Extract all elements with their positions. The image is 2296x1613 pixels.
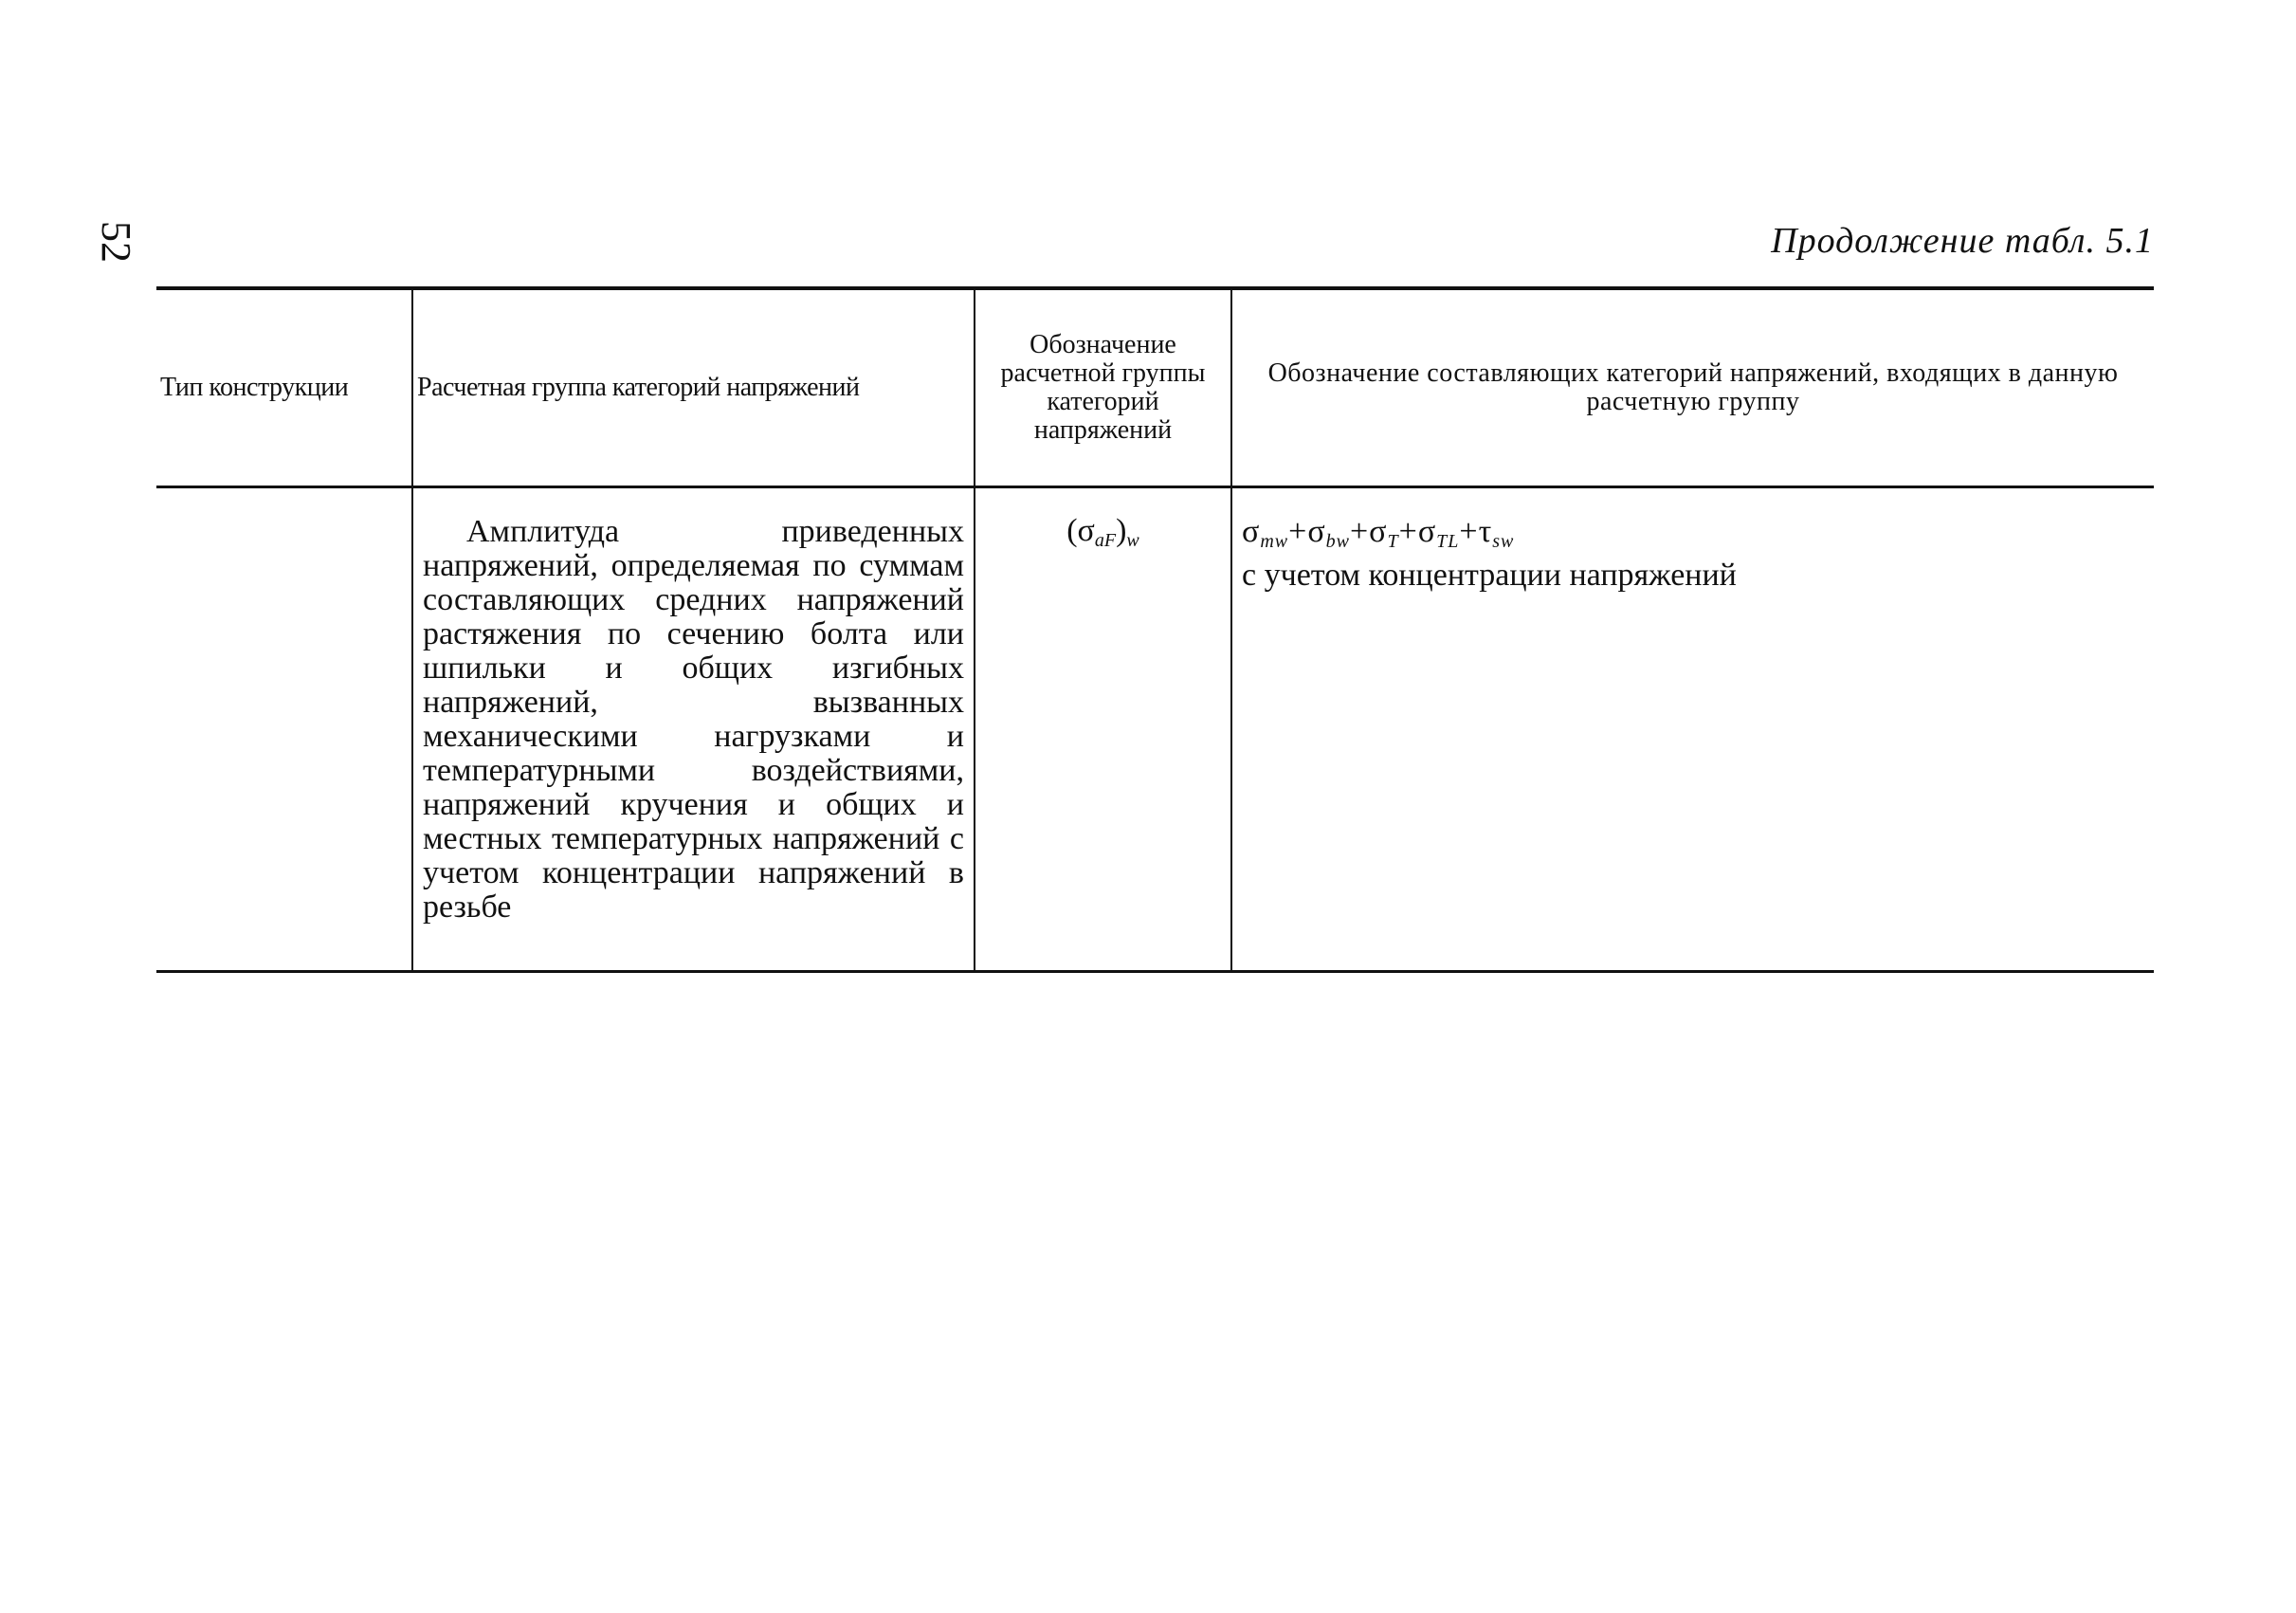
- formula-symbol: σ: [1307, 514, 1326, 549]
- formula-symbol: σ: [1417, 514, 1437, 549]
- cell-stress-group: [412, 487, 975, 972]
- table-row: [156, 487, 2154, 972]
- table-header-row: [156, 288, 2154, 487]
- formula-symbol: σ: [1369, 514, 1388, 549]
- formula-operator: +: [1459, 514, 1479, 549]
- formula-operator: +: [1398, 514, 1418, 549]
- formula-subscript: T: [1387, 531, 1399, 552]
- formula-subscript: sw: [1492, 531, 1515, 552]
- stress-group-text: Амплитуда приведенных напряжений, определяемая по суммам составляющих средних напряжений растяжения по сечению болта или шпильки и общих изгибных напряжений, вызванных механическими нагрузками и температурными воздействиями, напряжений кручения и общих и местных температурных напряжений с учетом концентрации напряжений в резьбе: [423, 514, 964, 925]
- components-note: с учетом концентрации напряжений: [1242, 558, 1737, 593]
- header-components: Обозначение составляющих категорий напряжений, входящих в данную расчетную группу: [1231, 288, 2154, 487]
- formula-subscript: bw: [1325, 531, 1350, 552]
- table-continuation-caption: Продолжение табл. 5.1: [1771, 221, 2154, 261]
- header-group-designation: Обозначение расчетной группы категорий напряжений: [975, 288, 1231, 487]
- formula-symbol: τ: [1478, 514, 1493, 549]
- header-construction-type: Тип конструкции: [156, 288, 412, 487]
- formula-subscript: mw: [1260, 531, 1289, 552]
- header-stress-group: Расчетная группа категорий напряжений: [412, 288, 975, 487]
- components-formula: [1242, 515, 2144, 559]
- cell-components: [1231, 487, 2154, 972]
- cell-group-designation: $(\sigma_{aF})_w$: [975, 487, 1231, 972]
- stress-table: [156, 286, 2154, 973]
- formula-operator: +: [1288, 514, 1308, 549]
- formula-subscript: TL: [1436, 531, 1460, 552]
- formula-operator: +: [1349, 514, 1370, 549]
- page-number: 52: [93, 221, 139, 263]
- formula-symbol: σ: [1242, 514, 1261, 549]
- cell-construction-type: [156, 487, 412, 972]
